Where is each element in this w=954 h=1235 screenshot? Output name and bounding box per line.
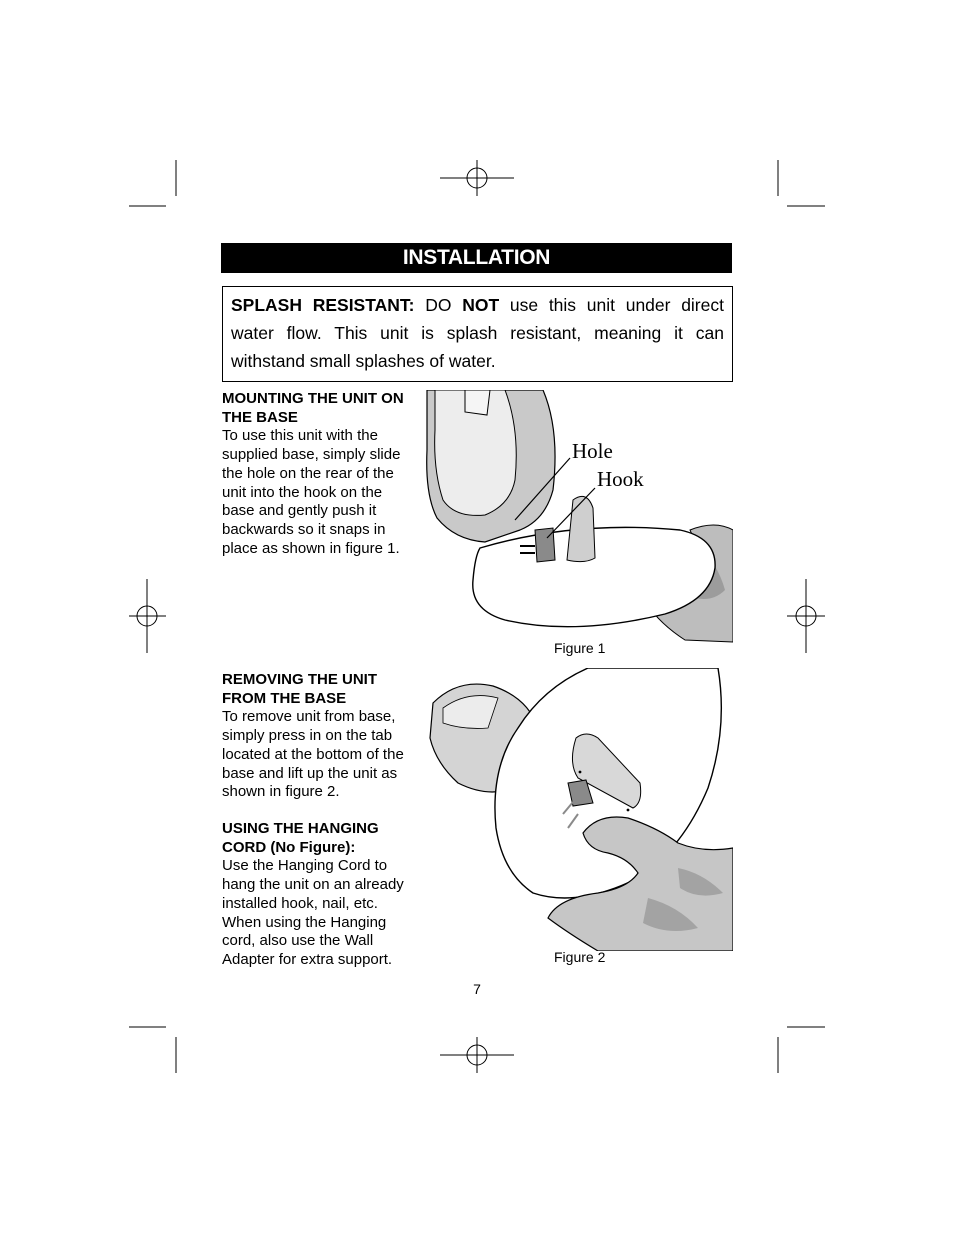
notice-not: NOT [462, 295, 500, 315]
section-hanging [222, 820, 417, 970]
figure-1-label-hook: Hook [597, 467, 644, 491]
hanging-heading: USING THE HANGING CORD (No Figure): [222, 820, 379, 856]
hanging-body: Use the Hanging Cord to hang the unit on an already installed hook, nail, etc. When using the Hanging cord, also use the Wall Adapter for extra support. [222, 857, 404, 968]
notice-do: DO [425, 295, 452, 315]
mounting-heading: MOUNTING THE UNIT ON THE BASE [222, 390, 404, 426]
mounting-body: To use this unit with the supplied base, simply slide the hole on the rear of the unit into the hook on the base and gently push it backwards so it snaps in place as shown in figure 1. [222, 427, 401, 557]
section-mounting [222, 390, 417, 558]
figure-1-label-hole: Hole [572, 439, 613, 463]
removing-body: To remove unit from base, simply press in on the tab located at the bottom of the base and lift up the unit as shown in figure 2. [222, 708, 404, 801]
notice-lead: SPLASH RESISTANT: [231, 295, 415, 315]
page-number: 7 [473, 981, 481, 997]
splash-resistant-notice [222, 286, 733, 382]
figure-1-caption: Figure 1 [554, 640, 606, 656]
figure-2-illustration [428, 668, 733, 951]
figure-2-caption: Figure 2 [554, 949, 606, 965]
page-title: INSTALLATION [402, 246, 551, 269]
notice-body: use this unit under direct water flow. This unit is splash resistant, meaning it can withstand small splashes of water. [231, 295, 724, 371]
removing-heading: REMOVING THE UNIT FROM THE BASE [222, 671, 378, 707]
figure-1-illustration [425, 390, 733, 646]
section-removing [222, 671, 417, 802]
section-title-bar [221, 243, 732, 273]
